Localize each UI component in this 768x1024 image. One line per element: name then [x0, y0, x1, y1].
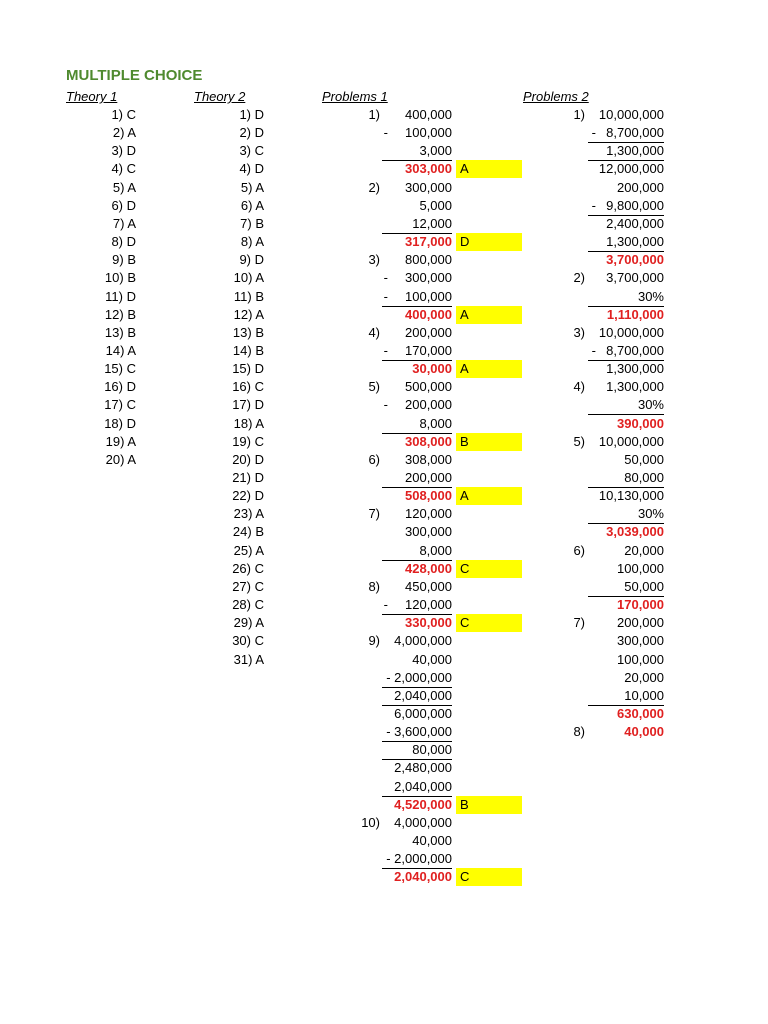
- problems1-answer-letter: D: [456, 233, 522, 251]
- problems2-value: 80,000: [588, 469, 664, 488]
- problems2-value: 50,000: [588, 578, 664, 597]
- problems2-result-value: 170,000: [617, 597, 664, 613]
- theory1-answer: 18) D: [104, 415, 136, 431]
- problems1-answer-letter: B: [456, 796, 522, 814]
- problems1-item-number: 3): [368, 252, 380, 268]
- problems1-value: 300,000: [405, 524, 452, 540]
- problems1-value: 100,000: [382, 288, 452, 307]
- problems1-item-number: 6): [368, 451, 380, 467]
- problems2-item-number: 5): [573, 433, 585, 449]
- problems1-answer-letter: C: [456, 614, 522, 632]
- problems2-result-value: 390,000: [617, 415, 664, 431]
- problems1-minus-sign: -: [383, 342, 388, 358]
- problems1-value: 300,000: [405, 270, 452, 286]
- problems1-result-value: 2,040,000: [394, 869, 452, 885]
- problems1-value: - 2,000,000: [382, 669, 452, 688]
- theory1-answer: 11) D: [105, 288, 136, 304]
- problems2-value: 10,130,000: [598, 488, 664, 504]
- theory1-answer: 1) C: [111, 107, 136, 122]
- theory2-answer: 6) A: [240, 197, 264, 213]
- theory2-answer: 23) A: [233, 506, 264, 522]
- theory2-answer: 8) A: [240, 234, 264, 250]
- theory1-answer: 15) C: [104, 361, 136, 377]
- theory2-answer: 3) C: [239, 143, 264, 159]
- problems1-value: 2,480,000: [394, 760, 452, 776]
- problems1-value: 2,040,000: [382, 687, 452, 706]
- theory2-header: Theory 2: [194, 89, 246, 104]
- theory2-answer: 21) D: [232, 470, 264, 485]
- theory1-answer: 12) B: [104, 306, 136, 322]
- problems1-result-value: 303,000: [405, 161, 452, 177]
- problems1-item-number: 9): [368, 633, 380, 649]
- problems1-answer-letter: A: [456, 360, 522, 378]
- problems1-item-number: 1): [368, 107, 380, 122]
- theory2-answer: 27) C: [232, 578, 264, 594]
- problems2-value: 12,000,000: [598, 161, 664, 177]
- theory1-answer: 2) A: [112, 125, 136, 141]
- problems2-result-value: 3,700,000: [606, 252, 664, 268]
- theory2-answer: 24) B: [232, 524, 264, 540]
- problems1-answer-letter: C: [456, 560, 522, 578]
- problems2-value: 20,000: [624, 542, 664, 558]
- theory1-answer: 8) D: [111, 234, 136, 250]
- theory2-answer: 31) A: [233, 651, 264, 667]
- problems2-item-number: 7): [573, 615, 585, 631]
- problems1-value: 200,000: [405, 397, 452, 413]
- problems1-value: 100,000: [405, 125, 452, 141]
- theory1-answer: 19) A: [105, 433, 136, 449]
- problems1-value: - 3,600,000: [382, 723, 452, 742]
- problems1-header: Problems 1: [322, 89, 388, 104]
- problems1-value: 308,000: [405, 451, 452, 467]
- problems2-result-value: 3,039,000: [606, 524, 664, 540]
- theory2-answer: 30) C: [232, 633, 264, 649]
- problems1-value: 300,000: [405, 179, 452, 195]
- problems1-answer-letter: A: [456, 306, 522, 324]
- problems1-minus-sign: -: [383, 125, 388, 141]
- problems2-value: 9,800,000: [588, 197, 664, 216]
- problems2-value: 200,000: [617, 179, 664, 195]
- problems2-item-number: 4): [573, 379, 585, 395]
- problems1-value: 2,040,000: [382, 778, 452, 797]
- problems2-item-number: 8): [573, 724, 585, 740]
- problems1-answer-letter: A: [456, 487, 522, 505]
- problems2-value: 3,700,000: [606, 270, 664, 286]
- problems1-value: 4,000,000: [394, 814, 452, 830]
- problems2-value: 100,000: [617, 560, 664, 576]
- problems1-item-number: 7): [368, 506, 380, 522]
- problems1-value: 200,000: [382, 469, 452, 488]
- theory1-answer: 6) D: [111, 197, 136, 213]
- problems1-value: 12,000: [382, 215, 452, 234]
- theory1-header: Theory 1: [66, 89, 118, 104]
- problems1-value: 6,000,000: [394, 705, 452, 721]
- problems1-value: - 2,000,000: [382, 850, 452, 869]
- theory2-answer: 5) A: [240, 179, 264, 195]
- problems2-header: Problems 2: [523, 89, 589, 104]
- theory2-answer: 12) A: [233, 306, 264, 322]
- problems1-answer-letter: B: [456, 433, 522, 451]
- theory2-answer: 16) C: [232, 379, 264, 395]
- problems2-value: 10,000,000: [598, 324, 664, 340]
- problems2-value: 30%: [588, 505, 664, 524]
- theory2-answer: 29) A: [233, 615, 264, 631]
- theory2-answer: 10) A: [233, 270, 264, 286]
- problems1-value: 40,000: [412, 651, 452, 667]
- problems2-item-number: 6): [573, 542, 585, 558]
- theory2-answer: 18) A: [233, 415, 264, 431]
- problems2-value: 1,300,000: [588, 233, 664, 252]
- problems2-minus-sign: -: [591, 342, 596, 358]
- problems1-item-number: 2): [368, 179, 380, 195]
- problems1-answer-letter: A: [456, 160, 522, 178]
- problems1-value: 4,000,000: [394, 633, 452, 649]
- problems1-minus-sign: -: [383, 270, 388, 286]
- theory1-answer: 3) D: [111, 143, 136, 159]
- problems1-value: 200,000: [405, 324, 452, 340]
- problems2-item-number: 1): [573, 107, 585, 122]
- theory2-answer: 1) D: [239, 107, 264, 122]
- problems2-value: 100,000: [617, 651, 664, 667]
- problems1-result-value: 308,000: [405, 433, 452, 449]
- problems1-result-value: 508,000: [405, 488, 452, 504]
- theory1-answer: 14) A: [105, 342, 136, 358]
- problems1-value: 500,000: [405, 379, 452, 395]
- problems2-value: 1,300,000: [588, 142, 664, 161]
- theory2-answer: 20) D: [232, 451, 264, 467]
- problems2-value: 300,000: [617, 633, 664, 649]
- problems1-value: 3,000: [382, 142, 452, 161]
- theory2-answer: 22) D: [232, 488, 264, 504]
- problems1-value: 80,000: [382, 741, 452, 760]
- theory2-answer: 28) C: [232, 597, 264, 613]
- problems1-value: 8,000: [382, 542, 452, 561]
- problems1-result-value: 428,000: [405, 560, 452, 576]
- problems2-value: 20,000: [624, 669, 664, 685]
- problems1-value: 170,000: [382, 342, 452, 361]
- theory2-answer: 7) B: [240, 215, 264, 231]
- problems2-value: 1,300,000: [606, 361, 664, 377]
- problems1-minus-sign: -: [383, 288, 388, 304]
- problems1-result-value: 400,000: [405, 306, 452, 322]
- problems1-value: 40,000: [412, 833, 452, 848]
- problems2-result-value: 630,000: [617, 705, 664, 721]
- problems2-minus-sign: -: [591, 197, 596, 213]
- theory2-answer: 11) B: [233, 288, 264, 304]
- problems1-minus-sign: -: [383, 597, 388, 613]
- theory1-answer: 20) A: [105, 451, 136, 467]
- theory2-answer: 4) D: [239, 161, 264, 177]
- problems1-answer-letter: C: [456, 868, 522, 886]
- problems1-item-number: 5): [368, 379, 380, 395]
- theory2-answer: 14) B: [232, 342, 264, 358]
- problems1-value: 120,000: [382, 596, 452, 615]
- problems2-value: 2,400,000: [606, 215, 664, 231]
- problems2-item-number: 3): [573, 324, 585, 340]
- problems1-value: 120,000: [405, 506, 452, 522]
- theory2-answer: 17) D: [232, 397, 264, 413]
- theory1-answer: 9) B: [112, 252, 136, 268]
- theory2-answer: 13) B: [232, 324, 264, 340]
- theory1-answer: 13) B: [104, 324, 136, 340]
- theory1-answer: 10) B: [104, 270, 136, 286]
- theory1-answer: 16) D: [104, 379, 136, 395]
- problems1-minus-sign: -: [383, 397, 388, 413]
- problems1-value: 8,000: [382, 415, 452, 434]
- problems1-value: 5,000: [419, 197, 452, 213]
- problems1-item-number: 8): [368, 578, 380, 594]
- theory2-answer: 2) D: [239, 125, 264, 141]
- problems2-value: 50,000: [624, 451, 664, 467]
- problems2-result-value: 40,000: [624, 724, 664, 740]
- theory1-answer: 5) A: [112, 179, 136, 195]
- theory2-answer: 26) C: [232, 560, 264, 576]
- problems2-value: 8,700,000: [588, 124, 664, 143]
- problems2-value: 30%: [588, 396, 664, 415]
- problems2-value: 10,000,000: [598, 107, 664, 122]
- problems2-value: 30%: [588, 288, 664, 307]
- problems1-result-value: 330,000: [405, 615, 452, 631]
- problems2-minus-sign: -: [591, 125, 596, 141]
- theory2-answer: 15) D: [232, 361, 264, 377]
- problems2-item-number: 2): [573, 270, 585, 286]
- problems1-result-value: 4,520,000: [394, 796, 452, 812]
- problems1-item-number: 4): [368, 324, 380, 340]
- theory2-answer: 19) C: [232, 433, 264, 449]
- problems1-value: 800,000: [405, 252, 452, 268]
- problems2-value: 1,300,000: [606, 379, 664, 395]
- problems1-value: 400,000: [405, 107, 452, 122]
- page-title: MULTIPLE CHOICE: [66, 67, 203, 84]
- problems2-value: 10,000,000: [598, 433, 664, 449]
- theory2-answer: 9) D: [239, 252, 264, 268]
- theory1-answer: 4) C: [111, 161, 136, 177]
- problems1-result-value: 30,000: [412, 361, 452, 377]
- problems1-item-number: 10): [361, 814, 380, 830]
- problems2-value: 10,000: [588, 687, 664, 706]
- problems2-result-value: 1,110,000: [606, 306, 664, 322]
- problems2-value: 200,000: [617, 615, 664, 631]
- theory1-answer: 7) A: [112, 215, 136, 231]
- problems2-value: 8,700,000: [588, 342, 664, 361]
- theory2-answer: 25) A: [233, 542, 264, 558]
- problems1-result-value: 317,000: [405, 234, 452, 250]
- theory1-answer: 17) C: [104, 397, 136, 413]
- problems1-value: 450,000: [405, 578, 452, 594]
